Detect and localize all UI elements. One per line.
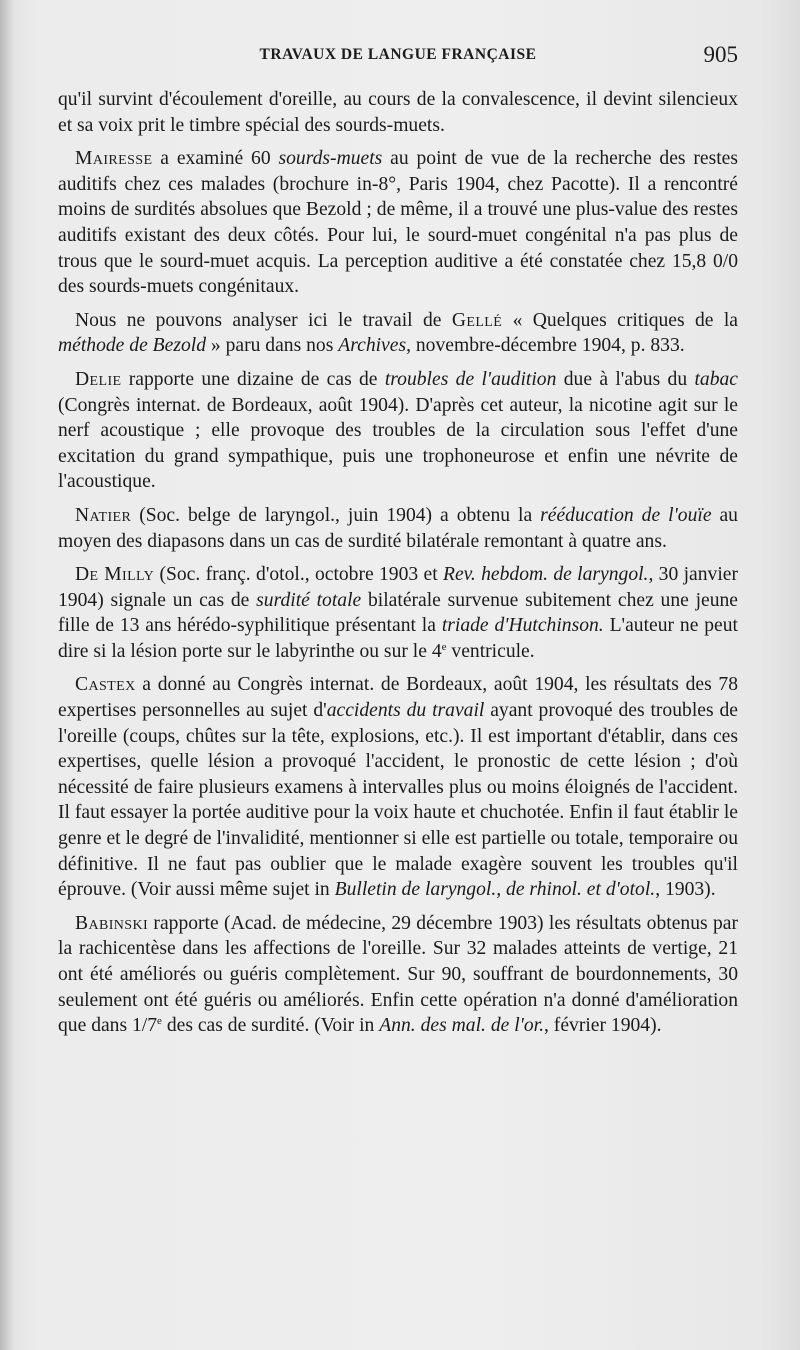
- paragraph-gelle: Nous ne pouvons analyser ici le travail de Gellé « Quelques critiques de la méthode de Bezold » paru dans nos Archives, novembre-décembre 1904, p. 833.: [58, 309, 738, 357]
- paragraph-castex: Castex a donné au Congrès internat. de Bordeaux, août 1904, les résultats des 78 expertises personnelles au sujet d'accidents du travail ayant provoqué des troubles de l'oreille (coups, chûtes sur la tête, explosions, etc.). Il est important d'établir, dans ces expertises, quelle lésion a provoqué l'accident, le pronostic de cette lésion ; d'où nécessité de faire plusieurs examens à intervalles plus ou moins éloignés de l'accident. Il faut essayer la portée auditive pour la voix haute et chuchotée. Enfin il faut établir le genre et le degré de l'invalidité, mentionner si elle est partielle ou totale, temporaire ou définitive. Il ne faut pas oublier que le malade exagère souvent les troubles qu'il éprouve. (Voir aussi même sujet in Bulletin de laryngol., de rhinol. et d'otol., 1903).: [58, 674, 738, 901]
- author-name: Babinski: [75, 912, 149, 934]
- author-name: Delie: [75, 368, 122, 390]
- author-name: Mairesse: [75, 148, 153, 170]
- paragraph-natier: Natier (Soc. belge de laryngol., juin 1904) a obtenu la rééducation de l'ouïe au moyen des diapasons dans un cas de surdité bilatérale remontant à quatre ans.: [58, 504, 738, 552]
- paragraph-babinski: Babinski rapporte (Acad. de médecine, 29 décembre 1903) les résultats obtenus par la rachicentèse dans les affections de l'oreille. Sur 32 malades atteints de vertige, 21 ont été améliorés ou guéris complètement. Sur 90, souffrant de bourdonnements, 30 seulement ont été guéris ou améliorés. Enfin cette opération n'a donné d'amélioration que dans 1/7e des cas de surdité. (Voir in Ann. des mal. de l'or., février 1904).: [58, 912, 738, 1037]
- page-number: 905: [703, 42, 738, 67]
- author-name: Natier: [75, 504, 132, 526]
- author-name: De Milly: [75, 564, 155, 586]
- author-name: Castex: [75, 674, 136, 696]
- author-name: Gellé: [451, 309, 503, 331]
- running-title: TRAVAUX DE LANGUE FRANÇAISE: [259, 46, 537, 63]
- page-body: [58, 87, 738, 1039]
- paragraph-delie: Delie rapporte une dizaine de cas de troubles de l'audition due à l'abus du tabac (Congrès internat. de Bordeaux, août 1904). D'après cet auteur, la nicotine agit sur le nerf acoustique ; elle provoque des troubles de la circulation sous l'effet d'une excitation du grand sympathique, puis une trophoneurose et enfin une névrite de l'acoustique.: [58, 368, 738, 493]
- paragraph-continuation: qu'il survint d'écoulement d'oreille, au cours de la convalescence, il devint silencieux et sa voix prit le timbre spécial des sourds-muets.: [58, 89, 738, 136]
- page-header: [58, 42, 738, 74]
- paragraph-de-milly: De Milly (Soc. franç. d'otol., octobre 1903 et Rev. hebdom. de laryngol., 30 janvier 1904) signale un cas de surdité totale bilatérale survenue subitement chez une jeune fille de 13 ans hérédo-syphilitique présentant la triade d'Hutchinson. L'auteur ne peut dire si la lésion porte sur le labyrinthe ou sur le 4e ventricule.: [58, 564, 739, 662]
- paragraph-mairesse: Mairesse a examiné 60 sourds-muets au point de vue de la recherche des restes auditifs chez ces malades (brochure in-8°, Paris 1904, chez Pacotte). Il a rencontré moins de surdités absolues que Bezold ; de même, il a trouvé une plus-value des restes auditifs existant des deux côtés. Pour lui, le sourd-muet congénital n'a pas plus de trous que le sourd-muet acquis. La perception auditive a été constatée chez 15,8 0/0 des sourds-muets congénitaux.: [58, 148, 738, 298]
